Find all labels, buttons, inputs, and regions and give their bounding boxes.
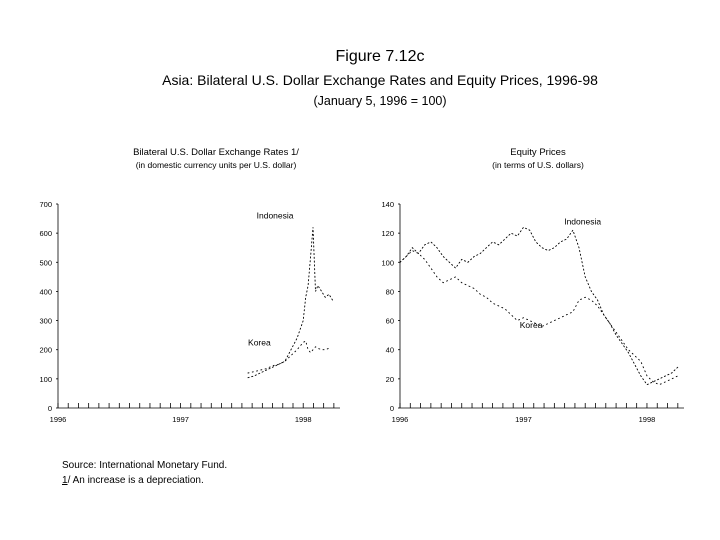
y-tick-label: 40 (385, 345, 394, 355)
y-tick-label: 0 (389, 404, 394, 413)
footnote-text: / An increase is a depreciation. (67, 475, 204, 486)
left-chart-exchange-rates (39, 200, 340, 424)
right-panel-subtitle: (in terms of U.S. dollars) (492, 160, 584, 170)
series-line-korea (400, 251, 678, 385)
series-line-indonesia (248, 227, 333, 377)
y-tick-label: 140 (381, 200, 394, 209)
series-line-indonesia (400, 227, 678, 384)
right-chart-equity-prices (381, 200, 684, 424)
y-tick-label: 60 (385, 316, 394, 326)
y-tick-label: 600 (39, 229, 52, 239)
y-tick-label: 100 (39, 374, 52, 384)
y-tick-label: 120 (381, 229, 394, 239)
x-tick-label: 1996 (49, 415, 67, 424)
footnote (62, 475, 204, 486)
y-tick-label: 300 (39, 316, 52, 326)
y-tick-label: 0 (47, 404, 52, 413)
y-tick-label: 400 (39, 287, 52, 297)
series-label-korea: Korea (519, 319, 543, 330)
y-tick-label: 700 (39, 200, 52, 209)
source-note: Source: International Monetary Fund. (62, 460, 228, 471)
footnote-marker: 1 (62, 475, 68, 486)
y-tick-label: 200 (39, 345, 52, 355)
series-label-indonesia: Indonesia (564, 216, 602, 227)
right-panel-title: Equity Prices (510, 147, 566, 158)
figure-subtitle: Asia: Bilateral U.S. Dollar Exchange Rates and Equity Prices, 1996-98 (162, 72, 598, 88)
y-tick-label: 500 (39, 258, 52, 268)
figure-title: Figure 7.12c (335, 48, 425, 65)
figure-base-note: (January 5, 1996 = 100) (313, 94, 447, 108)
left-panel-title: Bilateral U.S. Dollar Exchange Rates 1/ (133, 147, 299, 158)
left-panel-subtitle: (in domestic currency units per U.S. dollar) (135, 160, 297, 170)
y-tick-label: 20 (385, 374, 394, 384)
x-tick-label: 1998 (294, 415, 312, 424)
x-tick-label: 1998 (638, 415, 656, 424)
y-tick-label: 80 (385, 287, 394, 297)
series-label-korea: Korea (248, 337, 271, 348)
x-tick-label: 1997 (515, 415, 532, 424)
x-tick-label: 1996 (391, 415, 409, 424)
y-tick-label: 100 (381, 258, 394, 268)
series-label-indonesia: Indonesia (256, 210, 294, 221)
x-tick-label: 1997 (172, 415, 189, 424)
